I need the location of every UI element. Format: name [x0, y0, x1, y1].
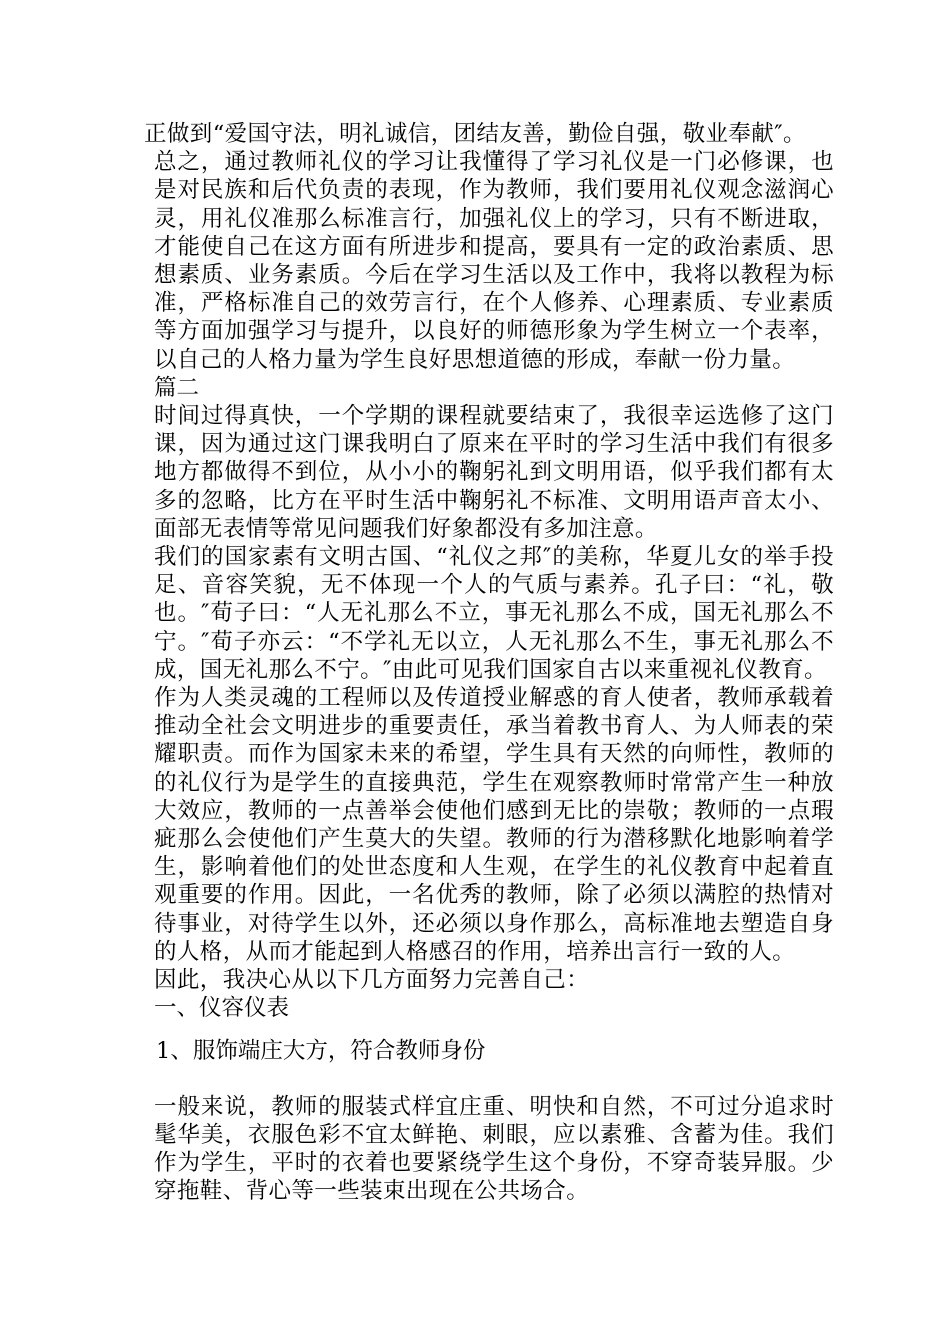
paragraph-clothing: 一般来说，教师的服装式样宜庄重、明快和自然，不可过分追求时髦华美，衣服色彩不宜太鲜艳、刺眼，应以素雅、含蓄为佳。我们作为学生，平时的衣着也要紧绕学生这个身份，不穿奇装异服。少穿拖鞋、背心等一些装束出现在公共场合。 [154, 1093, 834, 1205]
paragraph-conclusion: 总之，通过教师礼仪的学习让我懂得了学习礼仪是一门必修课，也是对民族和后代负责的表现，作为教师，我们要用礼仪观念滋润心灵，用礼仪准那么标准言行，加强礼仪上的学习，只有不断进取，才能使自己在这方面有所进步和提高，要具有一定的政治素质、思想素质、业务素质。今后在学习生活以及工作中，我将以教程为标准，严格标准自己的效劳言行，在个人修养、心理素质、专业素质等方面加强学习与提升，以良好的师德形象为学生树立一个表率，以自己的人格力量为学生良好思想道德的形成，奉献一份力量。 [154, 149, 834, 373]
section-heading-appearance: 一、仪容仪表 [154, 995, 290, 1022]
paragraph-etiquette-tradition: 我们的国家素有文明古国、“礼仪之邦″的美称，华夏儿女的举手投足、音容笑貌，无不体现一个人的气质与素养。孔子曰：“礼，敬也。″荀子曰：“人无礼那么不立，事无礼那么不成，国无礼那么不宁。″荀子亦云：“不学礼无以立，人无礼那么不生，事无礼那么不成，国无礼那么不宁。″由此可见我们国家自古以来重视礼仪教育。 [154, 544, 834, 683]
subsection-heading-clothing: 1、服饰端庄大方，符合教师身份 [156, 1037, 486, 1064]
section-heading-part-two: 篇二 [154, 374, 200, 401]
document-page [144, 120, 834, 1206]
paragraph-resolution: 因此，我决心从以下几方面努力完善自己： [154, 967, 590, 994]
paragraph-intro: 时间过得真快，一个学期的课程就要结束了，我很幸运选修了这门课，因为通过这门课我明白了原来在平时的学习生活中我们有很多地方都做得不到位，从小小的鞠躬礼到文明用语，似乎我们都有太多的忽略，比方在平时生活中鞠躬礼不标准、文明用语声音太小、面部无表情等常见问题我们好象都没有多加注意。 [154, 403, 834, 542]
paragraph-continuation: 正做到“爱国守法，明礼诚信，团结友善，勤俭自强，敬业奉献″。 [144, 121, 806, 147]
paragraph-teacher-role: 作为人类灵魂的工程师以及传道授业解惑的育人使者，教师承载着推动全社会文明进步的重要责任，承当着教书育人、为人师表的荣耀职责。而作为国家未来的希望，学生具有天然的向师性，教师的的礼仪行为是学生的直接典范，学生在观察教师时常常产生一种放大效应，教师的一点善举会使他们感到无比的崇敬；教师的一点瑕疵那么会使他们产生莫大的失望。教师的行为潜移默化地影响着学生，影响着他们的处世态度和人生观，在学生的礼仪教育中起着直观重要的作用。因此，一名优秀的教师，除了必须以满腔的热情对待事业，对待学生以外，还必须以身作那么，高标准地去塑造自身的人格，从而才能起到人格感召的作用，培养出言行一致的人。 [154, 685, 834, 965]
